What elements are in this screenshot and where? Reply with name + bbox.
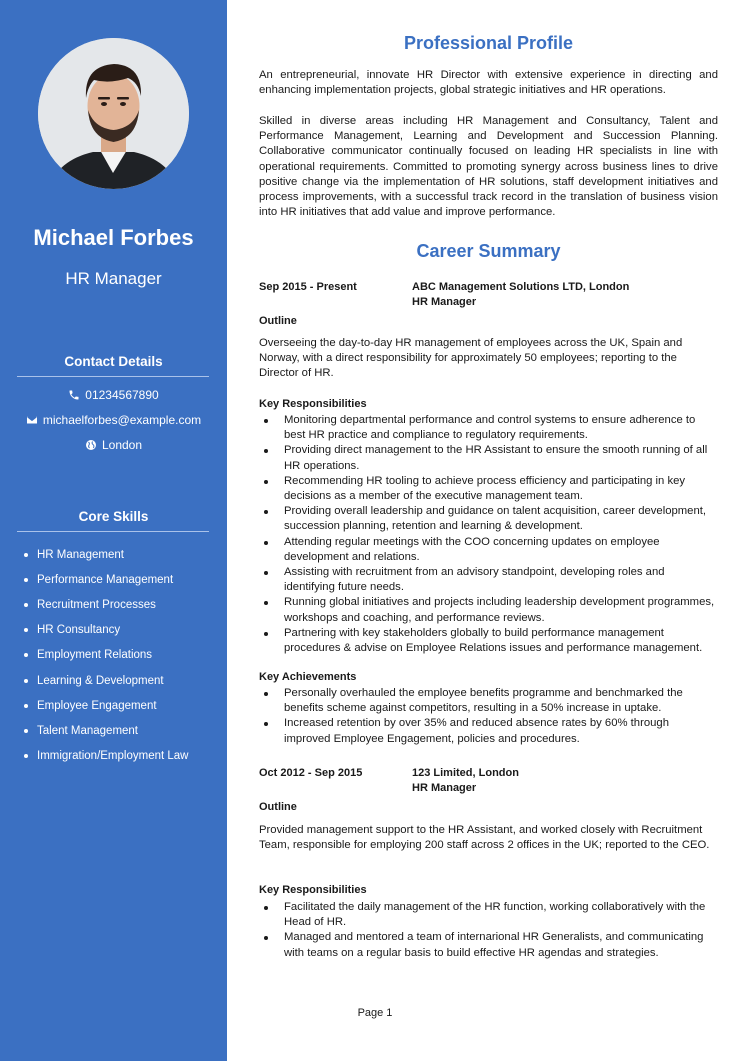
contact-divider <box>17 376 209 377</box>
list-item: Facilitated the daily management of the HR function, working collaboratively with the Head of HR. <box>259 900 718 930</box>
sidebar <box>0 0 227 1061</box>
contact-email[interactable] <box>0 413 227 427</box>
skill-item: HR Management <box>24 542 188 567</box>
page-number: Page 1 <box>357 1007 393 1019</box>
job-title: HR Manager <box>412 782 477 794</box>
skill-item: Performance Management <box>24 567 188 592</box>
responsibilities-label: Key Responsibilities <box>259 398 367 410</box>
job-dates: Sep 2015 - Present <box>259 281 357 293</box>
skill-item: Employment Relations <box>24 643 188 668</box>
list-item: Running global initiatives and projects including leadership development programmes, workshops and coaching, and performance reviews. <box>259 595 718 625</box>
profile-paragraph-1: An entrepreneurial, innovate HR Director with extensive experience in directing and enhancing implementation projects, global strategic initiatives and HR operations. <box>259 69 718 97</box>
job-outline: Provided management support to the HR Assistant, and worked closely with Recruitment Team, responsible for employing 200 staff across 2 offices in the UK; reported to the CEO. <box>259 824 710 852</box>
list-item: Assisting with recruitment from an advisory standpoint, developing roles and identifying future needs. <box>259 565 718 595</box>
skill-item: Immigration/Employment Law <box>24 744 188 769</box>
candidate-role: HR Manager <box>65 269 162 288</box>
profile-heading: Professional Profile <box>403 33 574 53</box>
bullet-icon <box>24 553 28 557</box>
skills-list <box>24 542 188 769</box>
bullet-icon <box>24 628 28 632</box>
job-title: HR Manager <box>412 296 477 308</box>
email-text: michaelforbes@example.com <box>42 413 202 427</box>
phone-text: 01234567890 <box>85 388 159 402</box>
outline-label: Outline <box>259 801 297 813</box>
candidate-name: Michael Forbes <box>33 225 194 250</box>
bullet-icon <box>24 603 28 607</box>
responsibilities-list <box>259 900 718 961</box>
contact-location <box>0 438 227 452</box>
list-item: Attending regular meetings with the COO concerning updates on employee development and relations. <box>259 535 718 565</box>
bullet-icon <box>24 729 28 733</box>
phone-icon <box>68 389 80 401</box>
responsibilities-list <box>259 413 718 656</box>
list-item: Providing direct management to the HR Assistant to ensure the smooth running of all HR operations. <box>259 443 718 473</box>
job-outline: Overseeing the day-to-day HR management of employees across the UK, Spain and Norway, with a direct responsibility for approximately 50 employees; reporting to the Director of HR. <box>259 337 683 380</box>
profile-photo <box>38 38 189 189</box>
contact-heading: Contact Details <box>64 354 163 369</box>
outline-label: Outline <box>259 315 297 327</box>
bullet-icon <box>24 578 28 582</box>
list-item: Personally overhauled the employee benefits programme and benchmarked the benefits scheme against competitors, resulting in a 50% increase in uptake. <box>259 686 718 716</box>
job-dates: Oct 2012 - Sep 2015 <box>259 767 363 779</box>
skill-item: Talent Management <box>24 718 188 743</box>
list-item: Partnering with key stakeholders globally to build performance management procedures & advise on Employee Relations issues and performance management. <box>259 626 718 656</box>
skill-item: Recruitment Processes <box>24 592 188 617</box>
list-item: Monitoring departmental performance and control systems to ensure adherence to best HR practice and compliance to regulatory requirements. <box>259 413 718 443</box>
skill-item: Learning & Development <box>24 668 188 693</box>
responsibilities-label: Key Responsibilities <box>259 884 367 896</box>
skills-heading: Core Skills <box>78 509 149 524</box>
bullet-icon <box>24 679 28 683</box>
globe-icon <box>85 439 97 451</box>
achievements-label: Key Achievements <box>259 671 357 683</box>
skill-item: Employee Engagement <box>24 693 188 718</box>
list-item: Increased retention by over 35% and reduced absence rates by 60% through improved Employee Engagement, policies and procedures. <box>259 716 718 746</box>
list-item: Recommending HR tooling to achieve process efficiency and participating in key decisions as a member of the executive management team. <box>259 474 718 504</box>
envelope-icon <box>26 414 38 426</box>
skills-divider <box>17 531 209 532</box>
profile-paragraph-2: Skilled in diverse areas including HR Management and Consultancy, Talent and Performance Management, Learning and Development and Succession Planning. Collaborative communicator continually focused on leading HR specialists in line with operational requirements. Committed to promoting synergy across business lines to drive positive change via the implementation of HR solutions, staff development initiatives and process improvements, with a successful track record in the translation of business vision into HR initiatives that add value and improve performance. <box>259 115 718 219</box>
achievements-list <box>259 686 718 747</box>
contact-phone[interactable] <box>0 388 227 402</box>
bullet-icon <box>24 704 28 708</box>
skill-item: HR Consultancy <box>24 618 188 643</box>
bullet-icon <box>24 754 28 758</box>
location-text: London <box>101 438 143 452</box>
list-item: Providing overall leadership and guidance on talent acquisition, career development, succession planning, retention and learning & development. <box>259 504 718 534</box>
job-company: 123 Limited, London <box>412 767 519 779</box>
list-item: Managed and mentored a team of internarional HR Generalists, and communicating with teams on a regular basis to build effective HR agendas and strategies. <box>259 930 718 960</box>
bullet-icon <box>24 653 28 657</box>
job-company: ABC Management Solutions LTD, London <box>412 281 630 293</box>
career-heading: Career Summary <box>416 241 561 261</box>
